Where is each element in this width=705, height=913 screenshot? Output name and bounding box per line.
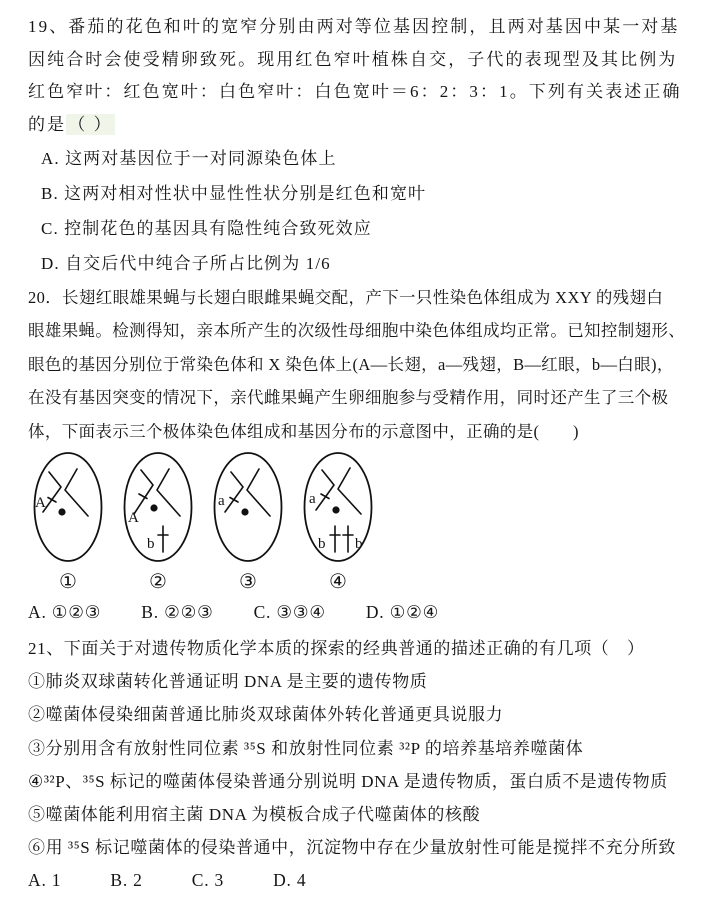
v-chromosome-right: [338, 468, 361, 514]
v-chromosome-left: [134, 470, 153, 514]
question-19-option-d: D. 自交后代中纯合子所占比例为 1/6: [41, 254, 331, 273]
question-19-option-b: B. 这两对相对性状中显性性状分别是红色和宽叶: [41, 184, 427, 203]
question-20-option-a: A. ①②③: [28, 602, 102, 623]
question-20-options-row: [28, 599, 705, 625]
centromere-dot: [241, 508, 248, 515]
question-21-item-6: ⑥用 ³⁵S 标记噬菌体的侵染普通中，沉淀物中存在少量放射性可能是搅拌不充分所致: [28, 838, 676, 858]
question-21-option-a: A. 1: [28, 870, 62, 891]
gene-label: A: [35, 495, 46, 512]
cell-diagram-3-illustration: [212, 450, 284, 566]
question-21-option-c: C. 3: [191, 870, 225, 891]
polar-body-cell-2: [122, 450, 194, 594]
question-20: [28, 281, 705, 625]
cell-index-2: ②: [149, 569, 167, 594]
polar-body-cell-4: [302, 450, 374, 594]
question-20-line: 在没有基因突变的情况下，亲代雌果蝇产生卵细胞参与受精作用，同时还产生了三个极: [28, 388, 669, 408]
cell-index-3: ③: [239, 569, 257, 594]
question-20-option-c: C. ③③④: [253, 602, 326, 623]
question-21-stem: 21、下面关于对遗传物质化学本质的探索的经典普通的描述正确的有几项（ ）: [28, 639, 645, 659]
gene-label: A: [128, 510, 139, 527]
question-20-option-d: D. ①②④: [365, 602, 440, 623]
question-20-line: 眼雄果蝇。检测得知，亲本所产生的次级性母细胞中染色体组成均正常。已知控制翅形、: [28, 321, 686, 341]
question-19-line: [28, 109, 705, 142]
rod-gene-label: b: [147, 536, 155, 553]
rod-gene-label-right: b: [355, 536, 363, 553]
polar-body-cell-3: [212, 450, 284, 594]
question-19-line: 因纯合时会使受精卵致死。现用红色窄叶植株自交，子代的表现型及其比例为: [28, 49, 678, 69]
cell-index-1: ①: [59, 569, 77, 594]
v-chromosome-left: [225, 472, 243, 512]
answer-blank-parentheses: （ ）: [68, 114, 113, 134]
v-chromosome-left: [316, 470, 334, 510]
v-chromosome-right: [247, 469, 270, 516]
polar-body-cell-1: [32, 450, 104, 594]
rod-gene-label-left: b: [318, 536, 326, 553]
question-21-item-4: ④³²P、³⁵S 标记的噬菌体侵染普通分别说明 DNA 是遗传物质，蛋白质不是遗传物质: [28, 771, 668, 791]
question-21-option-b: B. 2: [110, 870, 143, 891]
question-20-line: 体，下面表示三个极体染色体组成和基因分布的示意图中，正确的是( ): [28, 421, 579, 441]
centromere-dot: [332, 506, 339, 513]
question-21-item-3: ③分别用含有放射性同位素 ³⁵S 和放射性同位素 ³²P 的培养基培养噬菌体: [28, 738, 584, 758]
question-19: [28, 11, 705, 281]
question-19-option-c: C. 控制花色的基因具有隐性纯合致死效应: [41, 219, 372, 238]
question-21-item-1: ①肺炎双球菌转化普通证明 DNA 是主要的遗传物质: [28, 672, 428, 692]
question-19-line: 19、番茄的花色和叶的宽窄分别由两对等位基因控制，且两对基因中某一对基: [28, 17, 680, 36]
question-20-line: 眼色的基因分别位于常染色体和 X 染色体上(A—长翅，a—残翅，B—红眼，b—白眼)，: [28, 354, 674, 374]
gene-label: a: [309, 491, 316, 508]
cell-index-4: ④: [329, 569, 347, 594]
polar-body-diagram-row: [32, 450, 705, 594]
v-chromosome-right: [157, 469, 180, 516]
question-19-line: 红色窄叶：红色宽叶：白色窄叶：白色宽叶＝6：2：3：1。下列有关表述正确: [28, 82, 682, 101]
question-21: [28, 632, 705, 893]
cell-diagram-4-illustration: [302, 450, 374, 566]
question-21-item-5: ⑤噬菌体能利用宿主菌 DNA 为模板合成子代噬菌体的核酸: [28, 805, 481, 825]
question-20-option-b: B. ②②③: [141, 602, 214, 623]
question-19-line-prefix: 的是: [28, 114, 67, 134]
cell-diagram-2-illustration: [122, 450, 194, 566]
centromere-dot: [150, 504, 157, 511]
question-19-option-a: A. 这两对基因位于一对同源染色体上: [41, 149, 337, 168]
v-chromosome-right: [65, 469, 88, 516]
gene-label: a: [218, 493, 225, 510]
question-21-item-2: ②噬菌体侵染细菌普通比肺炎双球菌体外转化普通更具说服力: [28, 705, 504, 725]
question-20-line: 20．长翅红眼雄果蝇与长翅白眼雌果蝇交配，产下一只性染色体组成为 XXY 的残翅白: [28, 288, 664, 307]
question-21-options-row: [28, 867, 705, 893]
centromere-dot: [58, 508, 65, 515]
cell-membrane: [125, 453, 192, 561]
cell-diagram-1-illustration: [32, 450, 104, 566]
question-21-option-d: D. 4: [273, 870, 307, 891]
